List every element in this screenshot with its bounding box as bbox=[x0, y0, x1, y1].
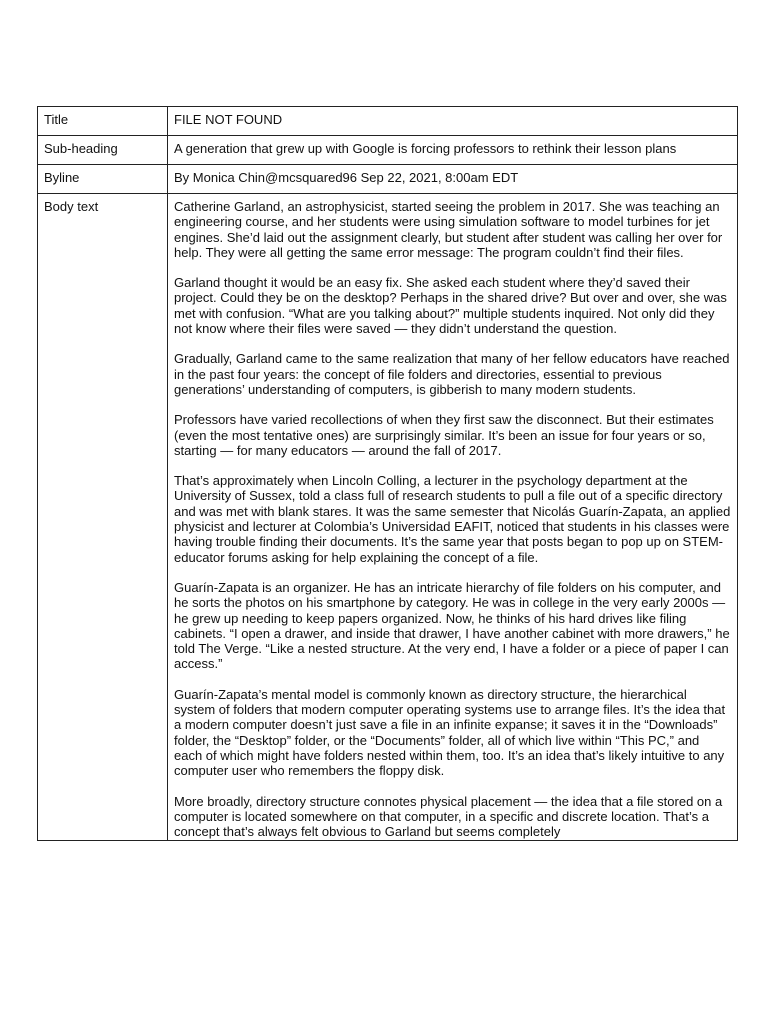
title-value: FILE NOT FOUND bbox=[168, 107, 738, 136]
subheading-label: Sub-heading bbox=[38, 136, 168, 165]
byline-value: By Monica Chin@mcsquared96 Sep 22, 2021, 8:00am EDT bbox=[168, 165, 738, 194]
body-paragraph: Gradually, Garland came to the same realization that many of her fellow educators have reached in the past four years: the concept of file folders and directories, essential to previous generations’ understanding of computers, is gibberish to many modern students. bbox=[174, 351, 730, 397]
byline-label: Byline bbox=[38, 165, 168, 194]
body-paragraph: Catherine Garland, an astrophysicist, started seeing the problem in 2017. She was teaching an engineering course, and her students were using simulation software to model turbines for jet engines. She’d laid out the assignment clearly, but student after student was calling her over for help. They were all getting the same error message: The program couldn’t find their files. bbox=[174, 199, 723, 260]
byline-row bbox=[38, 165, 738, 194]
body-text bbox=[168, 194, 738, 841]
title-label: Title bbox=[38, 107, 168, 136]
subheading-value: A generation that grew up with Google is forcing professors to rethink their lesson plans bbox=[168, 136, 738, 165]
body-paragraph: Professors have varied recollections of when they first saw the disconnect. But their estimates (even the most tentative ones) are surprisingly similar. It’s been an issue for four years or so, starting — for many educators — around the fall of 2017. bbox=[174, 412, 714, 458]
body-paragraph: Garland thought it would be an easy fix. She asked each student where they’d saved their project. Could they be on the desktop? Perhaps in the shared drive? But over and over, she was met with confusion. “What are you talking about?” multiple students inquired. Not only did they not know where their files were saved — they didn’t understand the question. bbox=[174, 275, 727, 337]
title-row bbox=[38, 107, 738, 136]
subheading-row bbox=[38, 136, 738, 165]
body-paragraph: That’s approximately when Lincoln Colling, a lecturer in the psychology department at the University of Sussex, told a class full of research students to pull a file out of a specific directory and was met with blank stares. It was the same semester that Nicolás Guarín-Zapata, an applied physicist and lecturer at Colombia’s Universidad EAFIT, noticed that students in his classes were having trouble finding their documents. It’s the same year that posts began to pop up on STEM-educator forums asking for help explaining the concept of a file. bbox=[174, 473, 731, 565]
article-table bbox=[37, 106, 738, 841]
body-paragraph: Guarín-Zapata is an organizer. He has an intricate hierarchy of file folders on his computer, and he sorts the photos on his smartphone by category. He was in college in the very early 2000s — he grew up needing to keep papers organized. Now, he thinks of his hard drives like filing cabinets. “I open a drawer, and inside that drawer, I have another cabinet with more drawers,” he told The Verge. “Like a nested structure. At the very end, I have a folder or a piece of paper I can access.” bbox=[174, 579, 730, 672]
body-paragraph: Guarín-Zapata’s mental model is commonly known as directory structure, the hierarchical system of folders that modern computer operating systems use to arrange files. It’s the idea that a modern computer doesn’t just save a file in an infinite expanse; it saves it in the “Downloads” folder, the “Desktop” folder, or the “Documents” folder, all of which live within “This PC,” and each of which might have folders nested within them, too. It’s an idea that’s likely intuitive to any computer user who remembers the floppy disk. bbox=[174, 686, 726, 779]
body-paragraph: More broadly, directory structure connotes physical placement — the idea that a file stored on a computer is located somewhere on that computer, in a specific and discrete location. That’s a concept that’s always felt obvious to Garland but seems completely bbox=[174, 793, 723, 840]
body-label: Body text bbox=[38, 194, 168, 841]
body-row bbox=[38, 194, 738, 841]
